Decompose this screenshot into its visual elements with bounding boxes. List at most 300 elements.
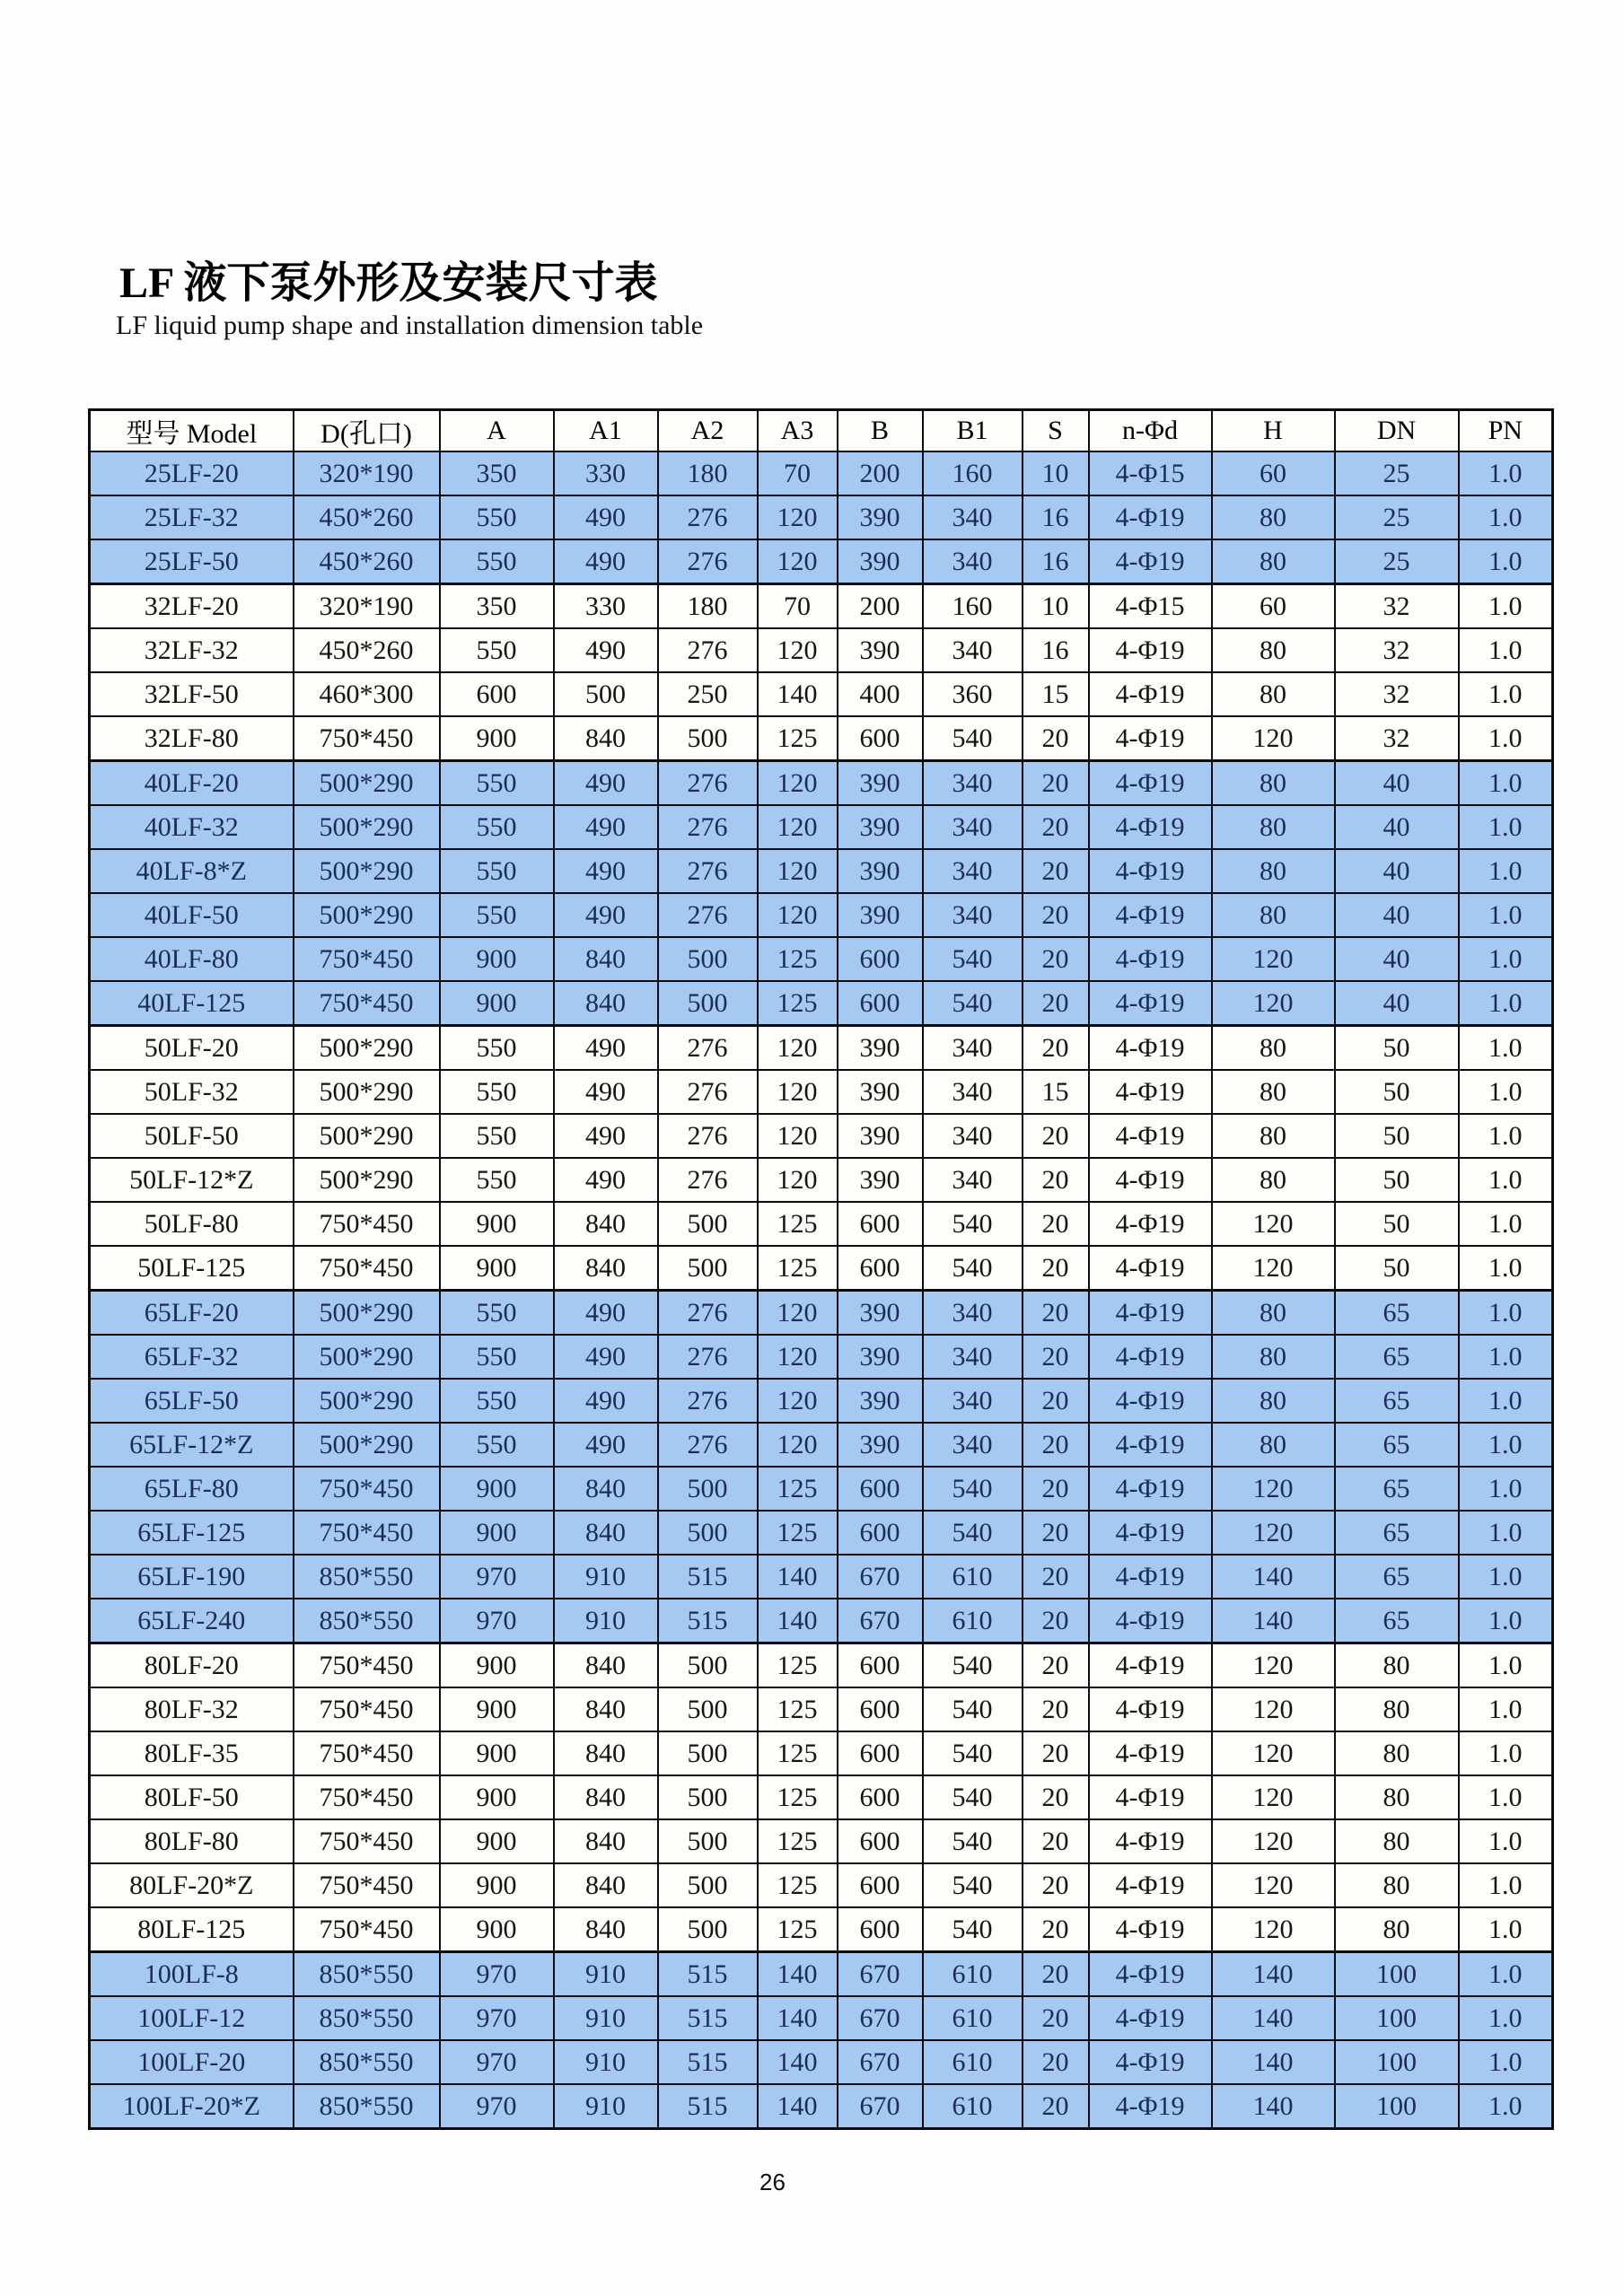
value-cell: 1.0 xyxy=(1459,761,1553,806)
value-cell: 4-Φ19 xyxy=(1089,2040,1212,2084)
value-cell: 25 xyxy=(1335,495,1459,539)
column-header-6: B xyxy=(838,410,923,452)
value-cell: 4-Φ19 xyxy=(1089,716,1212,761)
value-cell: 840 xyxy=(554,981,658,1026)
value-cell: 500 xyxy=(658,1467,758,1511)
model-cell: 50LF-80 xyxy=(90,1202,294,1246)
value-cell: 610 xyxy=(923,2084,1023,2129)
value-cell: 120 xyxy=(1212,1202,1335,1246)
model-cell: 40LF-32 xyxy=(90,805,294,849)
value-cell: 750*450 xyxy=(294,1643,440,1688)
value-cell: 276 xyxy=(658,761,758,806)
value-cell: 20 xyxy=(1023,1511,1089,1555)
value-cell: 670 xyxy=(838,1996,923,2040)
value-cell: 1.0 xyxy=(1459,628,1553,672)
value-cell: 320*190 xyxy=(294,451,440,495)
value-cell: 120 xyxy=(1212,1643,1335,1688)
value-cell: 16 xyxy=(1023,539,1089,584)
value-cell: 4-Φ19 xyxy=(1089,1379,1212,1423)
value-cell: 340 xyxy=(923,805,1023,849)
value-cell: 140 xyxy=(1212,1952,1335,1997)
model-cell: 32LF-80 xyxy=(90,716,294,761)
value-cell: 120 xyxy=(758,539,838,584)
value-cell: 16 xyxy=(1023,628,1089,672)
value-cell: 140 xyxy=(758,672,838,716)
value-cell: 80 xyxy=(1335,1907,1459,1952)
value-cell: 550 xyxy=(440,1423,554,1467)
value-cell: 500*290 xyxy=(294,1423,440,1467)
table-row-65LF-32 xyxy=(90,1335,1553,1379)
value-cell: 1.0 xyxy=(1459,1511,1553,1555)
value-cell: 490 xyxy=(554,761,658,806)
value-cell: 910 xyxy=(554,1952,658,1997)
value-cell: 850*550 xyxy=(294,1555,440,1599)
value-cell: 900 xyxy=(440,716,554,761)
value-cell: 80 xyxy=(1335,1731,1459,1775)
model-cell: 32LF-50 xyxy=(90,672,294,716)
value-cell: 120 xyxy=(1212,981,1335,1026)
value-cell: 20 xyxy=(1023,893,1089,937)
value-cell: 1.0 xyxy=(1459,451,1553,495)
value-cell: 4-Φ19 xyxy=(1089,805,1212,849)
value-cell: 125 xyxy=(758,1687,838,1731)
table-row-80LF-125 xyxy=(90,1907,1553,1952)
value-cell: 1.0 xyxy=(1459,1335,1553,1379)
value-cell: 70 xyxy=(758,451,838,495)
value-cell: 4-Φ19 xyxy=(1089,1026,1212,1071)
value-cell: 515 xyxy=(658,1555,758,1599)
value-cell: 500 xyxy=(658,1907,758,1952)
value-cell: 20 xyxy=(1023,1687,1089,1731)
value-cell: 1.0 xyxy=(1459,1863,1553,1907)
value-cell: 390 xyxy=(838,1379,923,1423)
value-cell: 1.0 xyxy=(1459,584,1553,629)
model-cell: 25LF-32 xyxy=(90,495,294,539)
model-cell: 100LF-20*Z xyxy=(90,2084,294,2129)
value-cell: 20 xyxy=(1023,1202,1089,1246)
value-cell: 390 xyxy=(838,1070,923,1114)
value-cell: 390 xyxy=(838,893,923,937)
model-cell: 40LF-80 xyxy=(90,937,294,981)
value-cell: 276 xyxy=(658,539,758,584)
value-cell: 750*450 xyxy=(294,1246,440,1291)
value-cell: 1.0 xyxy=(1459,2040,1553,2084)
value-cell: 1.0 xyxy=(1459,1158,1553,1202)
value-cell: 390 xyxy=(838,1291,923,1336)
value-cell: 900 xyxy=(440,1863,554,1907)
value-cell: 50 xyxy=(1335,1026,1459,1071)
value-cell: 540 xyxy=(923,1731,1023,1775)
value-cell: 910 xyxy=(554,2040,658,2084)
value-cell: 120 xyxy=(1212,1511,1335,1555)
column-header-1: D(孔口) xyxy=(294,410,440,452)
value-cell: 1.0 xyxy=(1459,893,1553,937)
value-cell: 276 xyxy=(658,1114,758,1158)
table-row-50LF-32 xyxy=(90,1070,1553,1114)
page-subtitle: LF liquid pump shape and installation dimension table xyxy=(116,311,704,340)
value-cell: 670 xyxy=(838,1599,923,1643)
value-cell: 910 xyxy=(554,1555,658,1599)
value-cell: 20 xyxy=(1023,1952,1089,1997)
value-cell: 276 xyxy=(658,1158,758,1202)
value-cell: 390 xyxy=(838,805,923,849)
value-cell: 4-Φ19 xyxy=(1089,1335,1212,1379)
value-cell: 250 xyxy=(658,672,758,716)
table-row-25LF-32 xyxy=(90,495,1553,539)
value-cell: 120 xyxy=(758,849,838,893)
value-cell: 4-Φ19 xyxy=(1089,628,1212,672)
value-cell: 4-Φ19 xyxy=(1089,893,1212,937)
value-cell: 20 xyxy=(1023,1863,1089,1907)
value-cell: 50 xyxy=(1335,1070,1459,1114)
value-cell: 276 xyxy=(658,1379,758,1423)
value-cell: 70 xyxy=(758,584,838,629)
value-cell: 1.0 xyxy=(1459,1819,1553,1863)
value-cell: 4-Φ19 xyxy=(1089,849,1212,893)
value-cell: 600 xyxy=(838,1643,923,1688)
table-row-65LF-240 xyxy=(90,1599,1553,1643)
value-cell: 550 xyxy=(440,1335,554,1379)
table-row-80LF-20*Z xyxy=(90,1863,1553,1907)
model-cell: 80LF-80 xyxy=(90,1819,294,1863)
value-cell: 540 xyxy=(923,1246,1023,1291)
value-cell: 490 xyxy=(554,1423,658,1467)
value-cell: 125 xyxy=(758,716,838,761)
value-cell: 500*290 xyxy=(294,805,440,849)
value-cell: 80 xyxy=(1335,1643,1459,1688)
column-header-3: A1 xyxy=(554,410,658,452)
value-cell: 400 xyxy=(838,672,923,716)
value-cell: 900 xyxy=(440,1819,554,1863)
value-cell: 80 xyxy=(1335,1687,1459,1731)
value-cell: 340 xyxy=(923,1070,1023,1114)
value-cell: 450*260 xyxy=(294,628,440,672)
value-cell: 20 xyxy=(1023,937,1089,981)
value-cell: 550 xyxy=(440,1291,554,1336)
value-cell: 140 xyxy=(758,2040,838,2084)
value-cell: 4-Φ19 xyxy=(1089,1555,1212,1599)
value-cell: 20 xyxy=(1023,1026,1089,1071)
value-cell: 670 xyxy=(838,1555,923,1599)
value-cell: 490 xyxy=(554,893,658,937)
value-cell: 120 xyxy=(1212,1819,1335,1863)
model-cell: 50LF-20 xyxy=(90,1026,294,1071)
value-cell: 180 xyxy=(658,584,758,629)
value-cell: 20 xyxy=(1023,1731,1089,1775)
value-cell: 900 xyxy=(440,1775,554,1819)
value-cell: 20 xyxy=(1023,1114,1089,1158)
value-cell: 80 xyxy=(1212,1070,1335,1114)
value-cell: 100 xyxy=(1335,1996,1459,2040)
model-cell: 40LF-50 xyxy=(90,893,294,937)
value-cell: 390 xyxy=(838,849,923,893)
value-cell: 4-Φ19 xyxy=(1089,1599,1212,1643)
value-cell: 120 xyxy=(1212,937,1335,981)
value-cell: 15 xyxy=(1023,1070,1089,1114)
value-cell: 970 xyxy=(440,1599,554,1643)
value-cell: 540 xyxy=(923,1467,1023,1511)
table-row-25LF-50 xyxy=(90,539,1553,584)
value-cell: 500*290 xyxy=(294,1158,440,1202)
value-cell: 20 xyxy=(1023,1158,1089,1202)
value-cell: 120 xyxy=(1212,1907,1335,1952)
value-cell: 4-Φ19 xyxy=(1089,495,1212,539)
table-row-100LF-12 xyxy=(90,1996,1553,2040)
value-cell: 1.0 xyxy=(1459,1775,1553,1819)
model-cell: 100LF-8 xyxy=(90,1952,294,1997)
value-cell: 1.0 xyxy=(1459,849,1553,893)
value-cell: 490 xyxy=(554,1379,658,1423)
value-cell: 200 xyxy=(838,451,923,495)
value-cell: 120 xyxy=(758,805,838,849)
value-cell: 540 xyxy=(923,1907,1023,1952)
value-cell: 550 xyxy=(440,1070,554,1114)
value-cell: 1.0 xyxy=(1459,1423,1553,1467)
value-cell: 80 xyxy=(1212,495,1335,539)
value-cell: 80 xyxy=(1212,1379,1335,1423)
value-cell: 600 xyxy=(838,1907,923,1952)
value-cell: 125 xyxy=(758,1202,838,1246)
table-row-65LF-80 xyxy=(90,1467,1553,1511)
value-cell: 340 xyxy=(923,1379,1023,1423)
value-cell: 4-Φ19 xyxy=(1089,1863,1212,1907)
value-cell: 120 xyxy=(758,1379,838,1423)
value-cell: 276 xyxy=(658,893,758,937)
value-cell: 1.0 xyxy=(1459,495,1553,539)
value-cell: 80 xyxy=(1212,1291,1335,1336)
value-cell: 4-Φ19 xyxy=(1089,937,1212,981)
value-cell: 120 xyxy=(758,1158,838,1202)
value-cell: 840 xyxy=(554,1907,658,1952)
value-cell: 200 xyxy=(838,584,923,629)
value-cell: 276 xyxy=(658,495,758,539)
value-cell: 840 xyxy=(554,1863,658,1907)
value-cell: 40 xyxy=(1335,805,1459,849)
value-cell: 50 xyxy=(1335,1202,1459,1246)
value-cell: 390 xyxy=(838,1158,923,1202)
value-cell: 340 xyxy=(923,849,1023,893)
value-cell: 500 xyxy=(658,1246,758,1291)
value-cell: 20 xyxy=(1023,805,1089,849)
value-cell: 276 xyxy=(658,1335,758,1379)
value-cell: 125 xyxy=(758,981,838,1026)
value-cell: 125 xyxy=(758,1731,838,1775)
value-cell: 50 xyxy=(1335,1114,1459,1158)
value-cell: 80 xyxy=(1212,849,1335,893)
value-cell: 910 xyxy=(554,1996,658,2040)
value-cell: 10 xyxy=(1023,584,1089,629)
value-cell: 550 xyxy=(440,495,554,539)
value-cell: 970 xyxy=(440,1952,554,1997)
value-cell: 390 xyxy=(838,628,923,672)
model-cell: 80LF-35 xyxy=(90,1731,294,1775)
table-row-50LF-50 xyxy=(90,1114,1553,1158)
value-cell: 1.0 xyxy=(1459,1907,1553,1952)
value-cell: 276 xyxy=(658,1026,758,1071)
value-cell: 600 xyxy=(838,1775,923,1819)
value-cell: 20 xyxy=(1023,716,1089,761)
value-cell: 750*450 xyxy=(294,1775,440,1819)
value-cell: 1.0 xyxy=(1459,805,1553,849)
value-cell: 120 xyxy=(758,1026,838,1071)
table-row-40LF-32 xyxy=(90,805,1553,849)
value-cell: 120 xyxy=(758,1335,838,1379)
value-cell: 120 xyxy=(758,1423,838,1467)
value-cell: 515 xyxy=(658,2084,758,2129)
value-cell: 4-Φ19 xyxy=(1089,2084,1212,2129)
column-header-10: H xyxy=(1212,410,1335,452)
value-cell: 600 xyxy=(440,672,554,716)
value-cell: 550 xyxy=(440,761,554,806)
value-cell: 500 xyxy=(658,1687,758,1731)
table-row-40LF-80 xyxy=(90,937,1553,981)
value-cell: 490 xyxy=(554,1070,658,1114)
value-cell: 390 xyxy=(838,1335,923,1379)
value-cell: 20 xyxy=(1023,981,1089,1026)
value-cell: 60 xyxy=(1212,451,1335,495)
value-cell: 900 xyxy=(440,1907,554,1952)
value-cell: 1.0 xyxy=(1459,672,1553,716)
value-cell: 840 xyxy=(554,937,658,981)
value-cell: 276 xyxy=(658,1070,758,1114)
value-cell: 120 xyxy=(758,1291,838,1336)
value-cell: 540 xyxy=(923,1511,1023,1555)
value-cell: 120 xyxy=(1212,716,1335,761)
value-cell: 4-Φ19 xyxy=(1089,1246,1212,1291)
value-cell: 20 xyxy=(1023,1467,1089,1511)
value-cell: 490 xyxy=(554,1335,658,1379)
value-cell: 610 xyxy=(923,1555,1023,1599)
value-cell: 20 xyxy=(1023,1996,1089,2040)
table-row-65LF-12*Z xyxy=(90,1423,1553,1467)
value-cell: 120 xyxy=(1212,1687,1335,1731)
value-cell: 600 xyxy=(838,1511,923,1555)
value-cell: 550 xyxy=(440,1114,554,1158)
value-cell: 4-Φ19 xyxy=(1089,1423,1212,1467)
value-cell: 276 xyxy=(658,628,758,672)
value-cell: 910 xyxy=(554,2084,658,2129)
value-cell: 540 xyxy=(923,981,1023,1026)
value-cell: 32 xyxy=(1335,584,1459,629)
value-cell: 4-Φ19 xyxy=(1089,761,1212,806)
page-title: LF 液下泵外形及安装尺寸表 xyxy=(119,259,658,307)
value-cell: 750*450 xyxy=(294,1467,440,1511)
value-cell: 970 xyxy=(440,2084,554,2129)
value-cell: 390 xyxy=(838,539,923,584)
value-cell: 120 xyxy=(1212,1775,1335,1819)
value-cell: 500*290 xyxy=(294,1335,440,1379)
model-cell: 32LF-20 xyxy=(90,584,294,629)
value-cell: 900 xyxy=(440,937,554,981)
value-cell: 1.0 xyxy=(1459,1379,1553,1423)
value-cell: 32 xyxy=(1335,672,1459,716)
model-cell: 80LF-32 xyxy=(90,1687,294,1731)
value-cell: 1.0 xyxy=(1459,1643,1553,1688)
value-cell: 16 xyxy=(1023,495,1089,539)
value-cell: 1.0 xyxy=(1459,1246,1553,1291)
table-row-100LF-8 xyxy=(90,1952,1553,1997)
model-cell: 50LF-50 xyxy=(90,1114,294,1158)
value-cell: 65 xyxy=(1335,1291,1459,1336)
value-cell: 540 xyxy=(923,1775,1023,1819)
value-cell: 515 xyxy=(658,2040,758,2084)
value-cell: 4-Φ19 xyxy=(1089,1158,1212,1202)
value-cell: 330 xyxy=(554,451,658,495)
value-cell: 1.0 xyxy=(1459,1026,1553,1071)
value-cell: 20 xyxy=(1023,849,1089,893)
value-cell: 20 xyxy=(1023,1246,1089,1291)
value-cell: 32 xyxy=(1335,628,1459,672)
value-cell: 610 xyxy=(923,1952,1023,1997)
value-cell: 4-Φ19 xyxy=(1089,1643,1212,1688)
value-cell: 850*550 xyxy=(294,1996,440,2040)
value-cell: 65 xyxy=(1335,1467,1459,1511)
value-cell: 850*550 xyxy=(294,1599,440,1643)
value-cell: 450*260 xyxy=(294,495,440,539)
value-cell: 4-Φ19 xyxy=(1089,539,1212,584)
value-cell: 125 xyxy=(758,1467,838,1511)
table-row-40LF-125 xyxy=(90,981,1553,1026)
column-header-2: A xyxy=(440,410,554,452)
value-cell: 500*290 xyxy=(294,1026,440,1071)
value-cell: 600 xyxy=(838,1467,923,1511)
value-cell: 540 xyxy=(923,1643,1023,1688)
value-cell: 276 xyxy=(658,849,758,893)
model-cell: 65LF-20 xyxy=(90,1291,294,1336)
value-cell: 125 xyxy=(758,1819,838,1863)
value-cell: 140 xyxy=(758,2084,838,2129)
value-cell: 490 xyxy=(554,495,658,539)
value-cell: 120 xyxy=(758,1114,838,1158)
model-cell: 25LF-50 xyxy=(90,539,294,584)
value-cell: 490 xyxy=(554,1114,658,1158)
value-cell: 540 xyxy=(923,1687,1023,1731)
value-cell: 20 xyxy=(1023,1379,1089,1423)
value-cell: 10 xyxy=(1023,451,1089,495)
value-cell: 460*300 xyxy=(294,672,440,716)
value-cell: 20 xyxy=(1023,1335,1089,1379)
value-cell: 490 xyxy=(554,1026,658,1071)
value-cell: 500 xyxy=(658,1202,758,1246)
model-cell: 50LF-32 xyxy=(90,1070,294,1114)
value-cell: 100 xyxy=(1335,2084,1459,2129)
value-cell: 670 xyxy=(838,1952,923,1997)
value-cell: 4-Φ19 xyxy=(1089,1114,1212,1158)
value-cell: 20 xyxy=(1023,2084,1089,2129)
value-cell: 120 xyxy=(1212,1467,1335,1511)
value-cell: 65 xyxy=(1335,1599,1459,1643)
value-cell: 600 xyxy=(838,981,923,1026)
value-cell: 500*290 xyxy=(294,1291,440,1336)
model-cell: 80LF-20 xyxy=(90,1643,294,1688)
table-row-100LF-20*Z xyxy=(90,2084,1553,2129)
value-cell: 750*450 xyxy=(294,1687,440,1731)
value-cell: 540 xyxy=(923,1202,1023,1246)
value-cell: 180 xyxy=(658,451,758,495)
value-cell: 20 xyxy=(1023,1291,1089,1336)
value-cell: 490 xyxy=(554,628,658,672)
value-cell: 1.0 xyxy=(1459,1114,1553,1158)
value-cell: 550 xyxy=(440,1026,554,1071)
table-row-65LF-125 xyxy=(90,1511,1553,1555)
value-cell: 750*450 xyxy=(294,1511,440,1555)
value-cell: 350 xyxy=(440,451,554,495)
value-cell: 1.0 xyxy=(1459,716,1553,761)
table-row-32LF-32 xyxy=(90,628,1553,672)
value-cell: 900 xyxy=(440,981,554,1026)
value-cell: 970 xyxy=(440,1996,554,2040)
value-cell: 340 xyxy=(923,1114,1023,1158)
